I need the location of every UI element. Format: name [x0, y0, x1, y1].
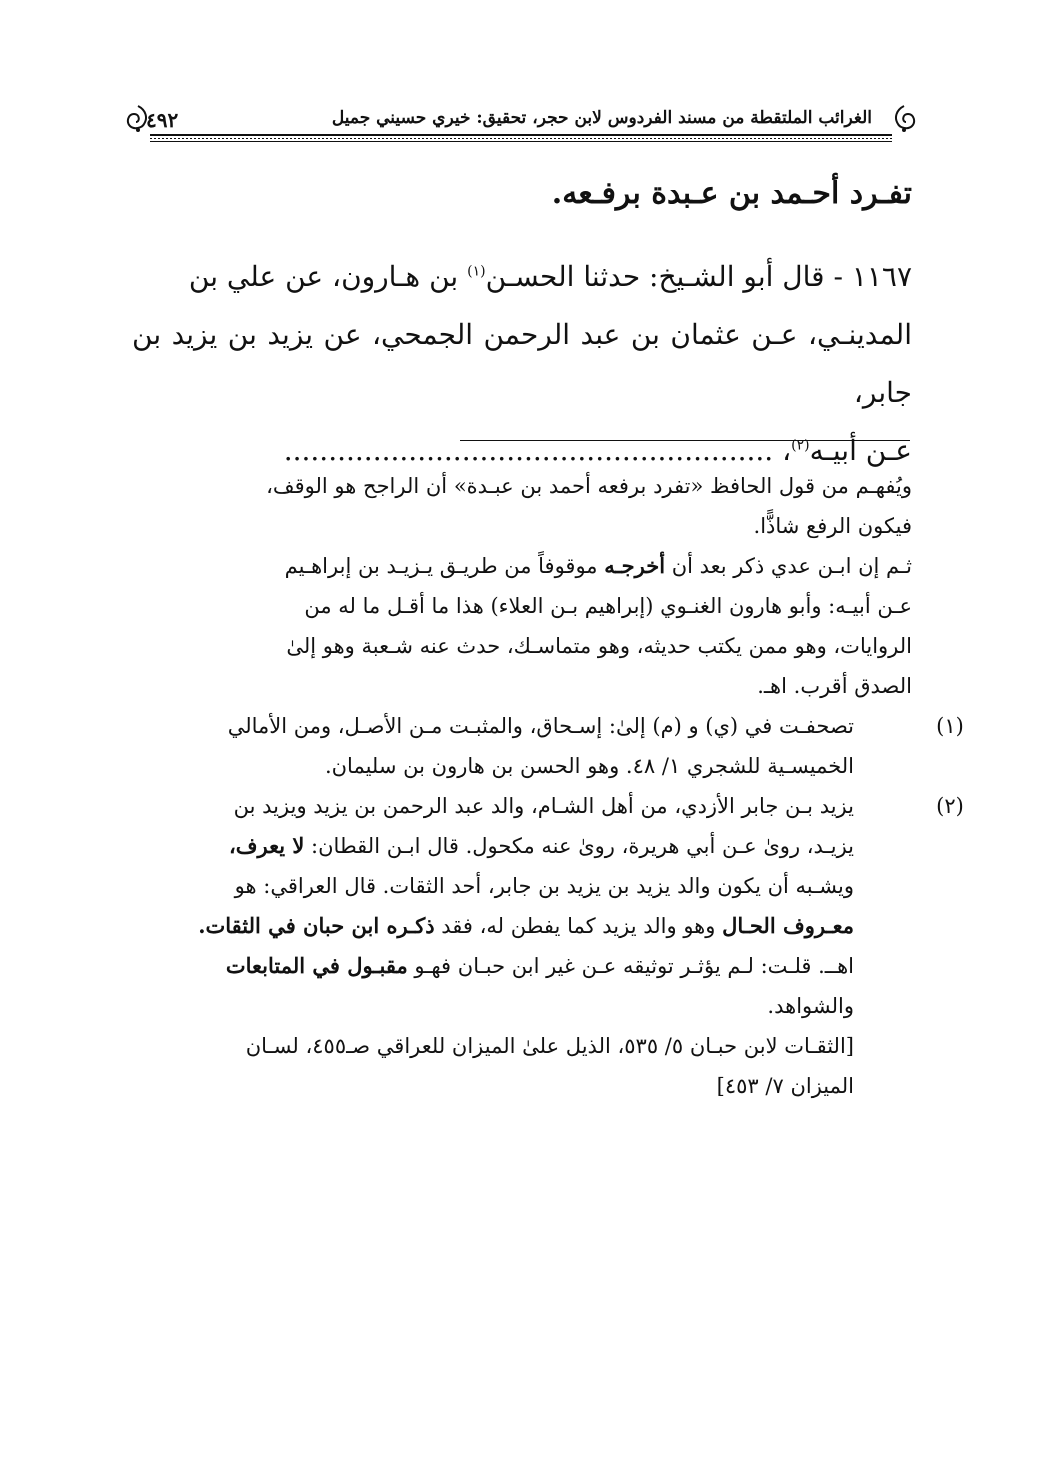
footnotes-block [132, 466, 964, 1106]
note-line: عـن أبيـه: وأبو هارون الغنـوي (إبراهيم بـن العلاء) هذا ما أقـل ما له من [304, 594, 912, 618]
note-segment-bold: ذكـره ابن حبان في الثقات. [198, 913, 435, 938]
note-segment: اهــ. قلـت: لـم يؤثـر توثيقه عـن غير ابن حبـان فهـو [407, 954, 854, 978]
hadith-segment: بن هـارون، عن علي بن [188, 260, 459, 293]
note-segment: ثـم إن ابـن عدي ذكر بعد أن [665, 554, 912, 578]
hadith-line: المدينـي، عـن عثمان بن عبد الرحمن الجمحي، عن يزيد بن يزيد بن جابر، [132, 318, 912, 409]
note-line: الصدق أقرب. اهـ. [757, 674, 912, 698]
running-title: الغرائب الملتقطة من مسند الفردوس لابن حجر، تحقيق: خيري حسيني جميل [331, 108, 872, 128]
note-line: يزيد بـن جابر الأزدي، من أهل الشـام، والد عبد الرحمن بن يزيد ويزيد بن [233, 794, 854, 818]
ellipsis-dots: ....................................................... [283, 434, 774, 467]
note-line [132, 546, 912, 586]
note-line: ويشـبه أن يكون والد يزيد بن يزيد بن جابر، أحد الثقات. قال العراقي: هو [234, 874, 854, 898]
note-segment: وهو والد يزيد كما يفطن له، فقد [434, 914, 723, 938]
footnote-number: (٢) [936, 794, 964, 818]
note-line: الروايات، وهو ممن يكتب حديثه، وهو متماسـك، حدث عنه شـعبة وهو إلىٰ [286, 634, 912, 658]
hadith-segment: ١١٦٧ - قال أبو الشـيخ: حدثنا الحسـن [485, 260, 912, 293]
hadith-line [132, 248, 912, 306]
footnote-2 [132, 786, 964, 1106]
floral-ornament-icon [124, 104, 152, 134]
note-line: والشواهد. [767, 994, 854, 1018]
footnote-separator [460, 440, 910, 441]
note-segment-bold: مقبـول في المتابعات [225, 953, 408, 978]
floral-ornament-icon [890, 104, 918, 134]
note-segment-bold: لا يعرف، [228, 833, 305, 858]
footnote-1 [132, 706, 964, 786]
note-line: [الثقـات لابن حبـان ٥/ ٥٣٥، الذيل علىٰ الميزان للعراقي صـ٤٥٥، لسـان [245, 1034, 854, 1058]
footnote-marker: (١) [467, 263, 486, 280]
page-number: ٤٩٢ [146, 108, 179, 132]
note-line [132, 946, 854, 986]
hadith-text [132, 248, 912, 480]
note-line: الميزان ٧/ ٤٥٣] [716, 1074, 854, 1098]
note-segment: موقوفاً من طريـق يـزيـد بن إبراهـيم [284, 554, 605, 578]
note-line: الخميسـية للشجري ١/ ٤٨. وهو الحسن بن هارون بن سليمان. [324, 754, 854, 778]
note-line: ويُفهـم من قول الحافظ «تفرد برفعه أحمد بن عبـدة» أن الراجح هو الوقف، [266, 474, 912, 498]
note-line: فيكون الرفع شاذًّا. [753, 514, 912, 538]
page-header [130, 104, 912, 138]
note-segment-bold: معـروف الحـال [722, 913, 854, 938]
header-rule [150, 134, 892, 142]
note-segment: يزيـد، روىٰ عـن أبي هريرة، روىٰ عنه مكحول. قال ابـن القطان: [304, 834, 854, 858]
note-line: تصحفـت في (ي) و (م) إلىٰ: إسـحاق، والمثبـت مـن الأصـل، ومن الأمالي [227, 714, 854, 738]
footnote-number: (١) [936, 714, 964, 738]
note-line [132, 826, 854, 866]
note-segment-bold: أخرجـه [604, 553, 666, 578]
note-line [132, 906, 854, 946]
conclusion-line: تفـرد أحـمد بن عـبدة برفـعه. [551, 176, 912, 211]
hadith-segment: ، [773, 434, 792, 467]
footnote-marker: (٢) [791, 437, 810, 454]
hadith-segment: عـن أبيـه [809, 434, 912, 467]
